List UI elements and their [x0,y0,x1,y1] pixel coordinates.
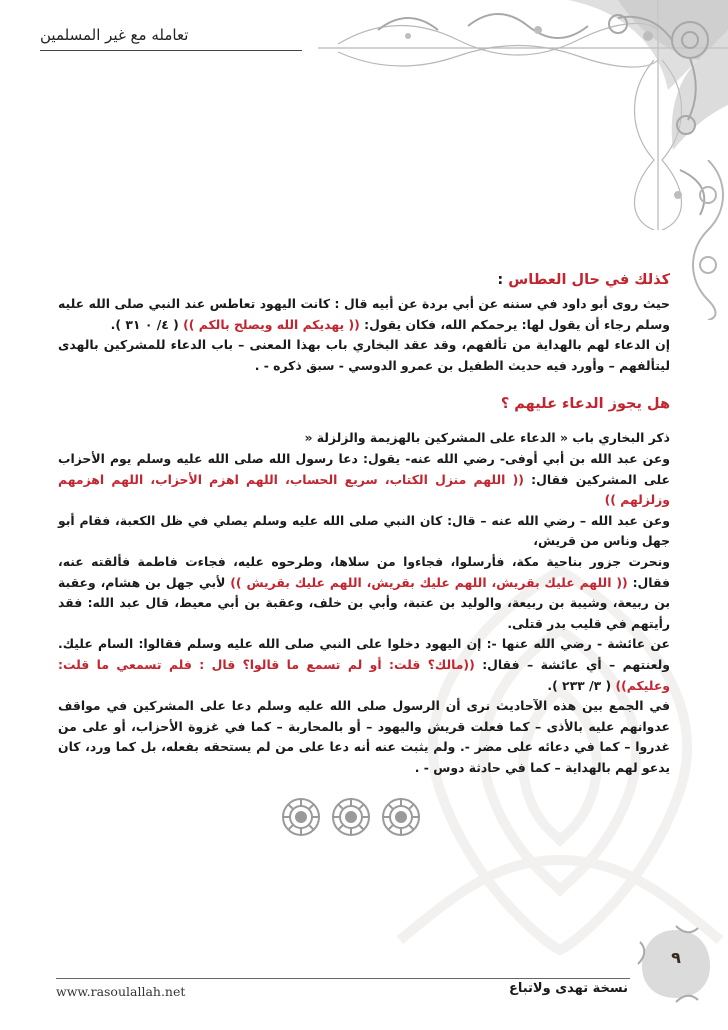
paragraph [58,511,670,552]
paragraph [58,696,670,778]
paragraph-text: ونحرت جزور بناحية مكة، فأرسلوا، فجاءوا من سلاها، وطرحوه عليه، فجاءت فاطمة فألقته عنه، فقال: [58,553,670,590]
paragraph-text: وعن عبد الله – رضي الله عنه – قال: كان النبي صلى الله عليه وسلم يصلي في ظل الكعبة، فقام أبو جهل وناس من قريش، [58,512,670,549]
running-header: تعامله مع غير المسلمين [40,26,189,44]
paragraph-text: عن عائشة - رضي الله عنها -: إن اليهود دخلوا على النبي صلى الله عليه وسلم فقالوا: السام عليك. ولعنتهم – أي عائشة – فقال: [58,636,670,672]
footer-rule [56,978,630,979]
paragraph [58,428,670,449]
main-content [58,272,670,778]
paragraph-text: حيث روى أبو داود في سننه عن أبي بردة عن أبيه قال : كانت اليهود تعاطس عند النبي صلى الله عليه وسلم رجاء أن يقول لها: يرحمكم الله، فكان يقول: [58,296,670,332]
page-number: ٩ [671,948,681,967]
section-heading-sneezing [58,272,670,288]
hadith-quote: (( يهديكم الله ويصلح بالكم )) [183,316,360,332]
corner-ornament-icon [318,0,728,230]
section-heading-supplication [58,396,670,412]
paragraph [58,449,670,511]
paragraph [58,335,670,376]
footer-tagline: نسخة تهدى ولاتباع [508,981,628,996]
paragraph-text: في الجمع بين هذه الآحاديث نرى أن الرسول صلى الله عليه وسلم دعا على المشركين في مواقف عدوانهم عليه بالأذى – كما فعلت قريش واليهود – أو بالمحاربة – كما في غزوة الأحزاب، أو على من غدروا – كما في دعائه على مضر -. ولم يثبت عنه أنه دعا على من لم يستحقه بفعله، بل كما ورد، كان يدعو لهم بالهداية – كما في حادثة دوس - . [58,698,670,775]
paragraph-text: لأبي جهل بن هشام، وعقبة بن ربيعة، وشيبة بن ربيعة، والوليد بن عتبة، وأبي بن خلف، وعقبة بن أبي معيط، قال عبد الله: فقد رأيتهم في قليب بدر قتلى. [58,574,670,631]
paragraph [58,552,670,634]
citation: ( ٤/ ٠ ٣١ ). [110,316,184,332]
flower-ornament-icon [276,795,426,839]
paragraph-text: ذكر البخاري باب « الدعاء على المشركين بالهزيمة والزلزلة « [304,430,670,446]
paragraph-text: وعن عبد الله بن أبي أوفى- رضي الله عنه- يقول: دعا رسول الله صلى الله عليه وسلم يوم الأحزاب على المشركين فقال: [58,450,670,487]
section-heading-text: كذلك في حال العطاس [508,272,670,288]
section-heading-text: هل يجوز الدعاء عليهم ؟ [500,396,670,413]
hadith-quote: (( اللهم منزل الكتاب، سريع الحساب، اللهم اهزم الأحزاب، اللهم اهزمهم وزلزلهم )) [58,471,670,508]
heading-colon: : [497,272,509,288]
paragraph [58,634,670,696]
side-ornament-icon [688,160,728,320]
paragraph-text: إن الدعاء لهم بالهداية من تألفهم، وقد عقد البخاري باب بهذا المعنى – باب الدعاء للمشركين بالهدى ليتألفهم – وأورد فيه حديث الطفيل بن عمرو الدوسي - سبق ذكره - . [58,337,670,373]
paragraph [58,294,670,335]
citation: ( ٣/ ٢٣٣ ). [547,677,616,693]
hadith-quote: ((مالك؟ قلت: أو لم تسمع ما قالوا؟ قال : فلم تسمعي ما قلت: وعليكم)) [58,656,670,693]
hadith-quote: (( اللهم عليك بقريش، اللهم عليك بقريش، اللهم عليك بقريش )) [230,574,628,590]
website-link[interactable]: www.rasoulallah.net [56,984,186,999]
header-rule [40,50,302,51]
